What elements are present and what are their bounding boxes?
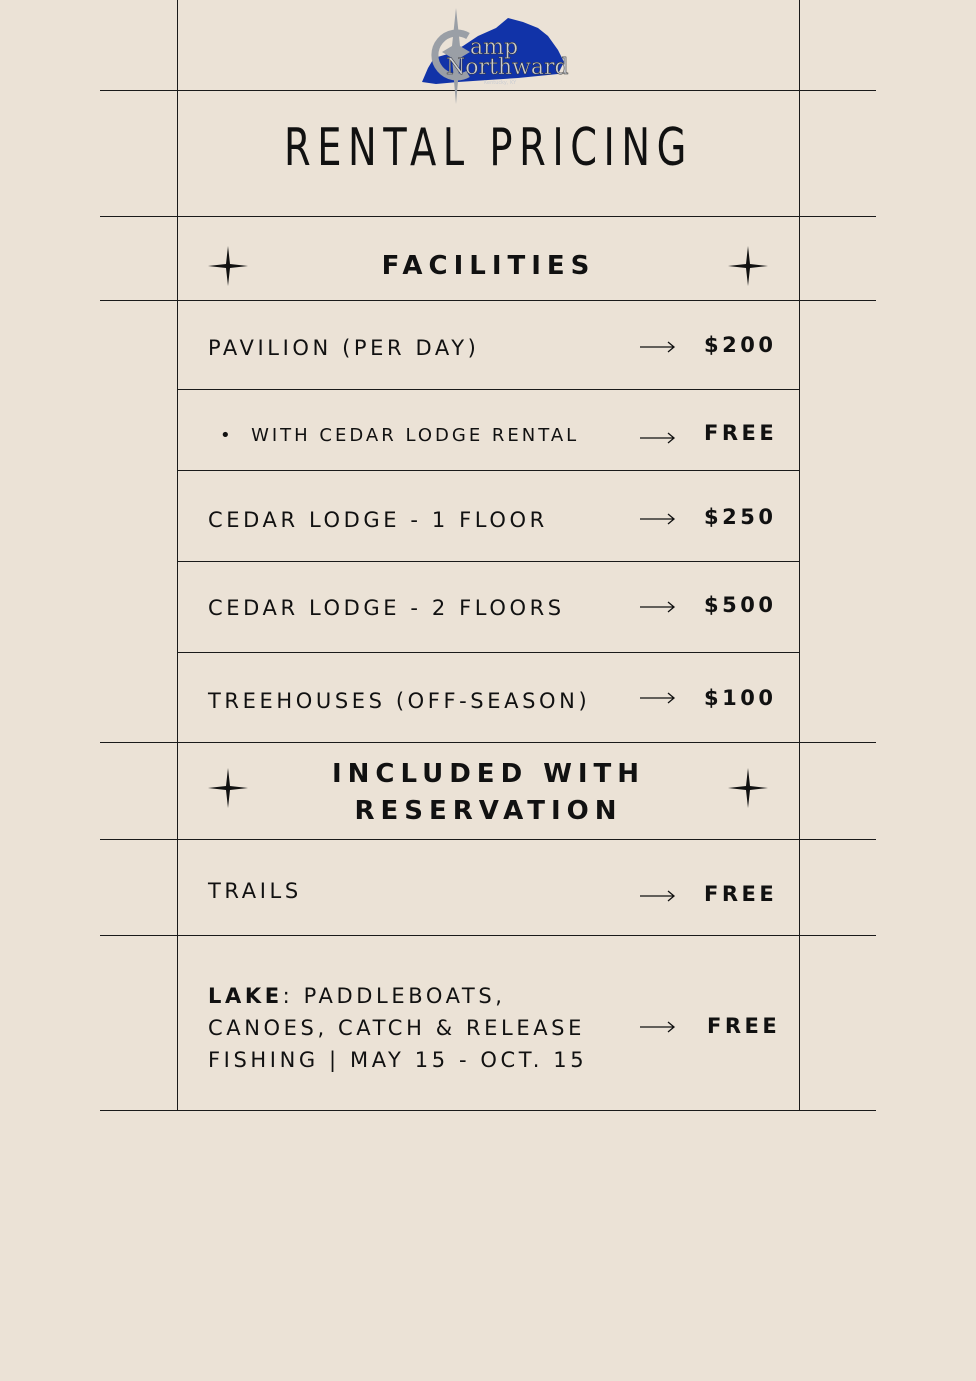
heading-line: INCLUDED WITH: [331, 759, 646, 789]
label-line: [208, 980, 587, 1012]
page-title: RENTAL PRICING: [284, 118, 693, 178]
long-arrow-right-icon: [640, 513, 676, 525]
grid-line: [178, 389, 799, 390]
price-value: $500: [704, 593, 777, 617]
sparkle-star-icon: [728, 246, 768, 286]
label-text: : PADDLEBOATS,: [282, 984, 506, 1008]
grid-line: [100, 1110, 876, 1111]
sparkle-star-icon: [728, 768, 768, 808]
grid-line-right: [799, 0, 800, 1111]
section-heading-included: [178, 756, 799, 830]
grid-line: [178, 561, 799, 562]
svg-text:Northward: Northward: [446, 55, 569, 80]
grid-line-left: [177, 0, 178, 1111]
grid-line: [178, 652, 799, 653]
bullet: •: [220, 425, 234, 446]
price-value: FREE: [704, 421, 778, 445]
grid-line: [178, 470, 799, 471]
label-line: FISHING | MAY 15 - OCT. 15: [208, 1048, 588, 1072]
price-row-label-multiline: [208, 980, 587, 1076]
long-arrow-right-icon: [640, 692, 676, 704]
price-value: $100: [704, 686, 777, 710]
label-bold: LAKE: [208, 984, 283, 1008]
price-value: FREE: [707, 1014, 781, 1038]
price-row-label: TREEHOUSES (OFF-SEASON): [208, 689, 591, 713]
grid-line: [100, 742, 876, 743]
heading-line: RESERVATION: [354, 796, 623, 826]
price-row-label: PAVILION (PER DAY): [208, 336, 480, 360]
section-heading-facilities: FACILITIES: [381, 251, 596, 281]
price-value: $200: [704, 333, 777, 357]
long-arrow-right-icon: [640, 890, 676, 902]
svg-text:Kentucky, KY: Kentucky, KY: [484, 80, 517, 86]
price-row-label: CEDAR LODGE - 1 FLOOR: [208, 508, 548, 532]
grid-line: [100, 300, 876, 301]
long-arrow-right-icon: [640, 341, 676, 353]
price-row-label: CEDAR LODGE - 2 FLOORS: [208, 596, 565, 620]
price-value: $250: [704, 505, 777, 529]
long-arrow-right-icon: [640, 1021, 676, 1033]
price-value: FREE: [704, 882, 778, 906]
grid-line: [100, 935, 876, 936]
grid-line: [100, 216, 876, 217]
long-arrow-right-icon: [640, 601, 676, 613]
camp-logo: [408, 6, 578, 110]
grid-line: [100, 839, 876, 840]
label-line: CANOES, CATCH & RELEASE: [208, 1016, 585, 1040]
price-row-label: [220, 420, 579, 452]
price-row-label: TRAILS: [208, 879, 302, 903]
long-arrow-right-icon: [640, 432, 676, 444]
label-text: WITH CEDAR LODGE RENTAL: [251, 425, 580, 446]
svg-text:amp: amp: [470, 35, 519, 60]
